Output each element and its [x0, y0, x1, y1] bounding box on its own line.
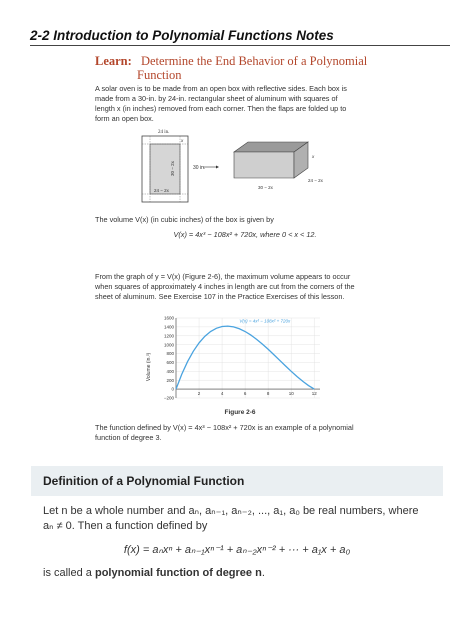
sheet-top-label: 24 in.	[158, 130, 170, 135]
curve-label: V(x) = 4x³ − 108x² + 720x	[239, 318, 291, 324]
y-tick-label: 800	[166, 351, 174, 357]
inner-width-label: 24 − 2x	[154, 188, 169, 193]
definition-line1: Let n be a whole number and aₙ, aₙ₋₁, aₙ₋₂, ..., a₁, a₀ be real numbers, where	[43, 505, 419, 517]
y-tick-label: 400	[166, 368, 174, 374]
x-tick-label: 2	[197, 391, 201, 397]
y-tick-label: 1400	[163, 324, 174, 330]
graph-paragraph	[95, 272, 395, 302]
x-tick-label: 12	[311, 391, 317, 397]
y-tick-label: 0	[171, 386, 174, 392]
intro-line: A solar oven is to be made from an open box with reflective sides. Each box is	[95, 84, 347, 93]
graph-line: From the graph of y = V(x) (Figure 2-6), the maximum volume appears to occur	[95, 272, 351, 281]
definition-line3	[43, 567, 443, 579]
chart-y-axis-label: Volume (in.³)	[146, 352, 152, 382]
box-height-label: x	[312, 154, 315, 159]
definition-line3-suffix: .	[261, 567, 265, 579]
y-tick-label: 600	[166, 360, 174, 366]
box-diagram	[228, 140, 328, 195]
learn-heading	[95, 54, 395, 82]
learn-label: Learn:	[95, 54, 132, 68]
learn-heading-line2: Function	[137, 68, 182, 82]
x-tick-label: 6	[243, 391, 247, 397]
x-tick-label: 10	[288, 391, 294, 397]
definition-line3-prefix: is called a	[43, 567, 95, 579]
inner-height-label: 30 − 2x	[170, 161, 175, 176]
graph-line: sheet of aluminum. See Exercise 107 in the Practice Exercises of this lesson.	[95, 292, 345, 301]
figure-caption: Figure 2-6	[224, 409, 256, 416]
y-tick-label: 200	[166, 377, 174, 383]
volume-chart	[140, 312, 340, 422]
corner-x-label: x	[181, 138, 184, 143]
intro-line: length x (in inches) removed from each corner. Then the flaps are folded up to	[95, 104, 347, 113]
definition-header	[31, 466, 443, 496]
definition-line2: aₙ ≠ 0. Then a function defined by	[43, 520, 208, 532]
volume-formula: V(x) = 4x³ − 108x² + 720x, where 0 < x < 12.	[173, 230, 317, 239]
definition-term: polynomial function of degree n	[94, 567, 262, 579]
definition-heading: Definition of a Polynomial Function	[43, 474, 245, 488]
x-tick-label: 4	[220, 391, 224, 397]
function-line: function of degree 3.	[95, 433, 162, 442]
y-tick-label: 1000	[163, 342, 174, 348]
definition-formula: f(x) = aₙxⁿ + aₙ₋₁xⁿ⁻¹ + aₙ₋₂xⁿ⁻² + ··· + a₁x + a₀	[123, 544, 351, 556]
y-tick-label: 1200	[163, 333, 174, 339]
sheet-side-label: 30 in.	[193, 165, 206, 171]
learn-heading-line1: Determine the End Behavior of a Polynomial	[140, 54, 368, 68]
volume-sentence: The volume V(x) (in cubic inches) of the box is given by	[95, 215, 274, 224]
y-tick-label: −200	[163, 395, 174, 401]
x-tick-label: 8	[266, 391, 270, 397]
function-paragraph	[95, 423, 395, 443]
intro-line: made from a 30-in. by 24-in. rectangular sheet of aluminum with squares of	[95, 94, 338, 103]
page-title: 2-2 Introduction to Polynomial Functions Notes	[30, 28, 450, 46]
intro-line: form an open box.	[95, 114, 154, 123]
function-line: The function defined by V(x) = 4x³ − 108x² + 720x is an example of a polynomial	[95, 423, 354, 432]
sheet-diagram	[140, 126, 220, 206]
box-width-label: 30 − 2x	[258, 185, 273, 190]
box-base-region	[150, 144, 180, 194]
box-front	[234, 152, 294, 178]
y-tick-label: 1600	[163, 315, 174, 321]
graph-line: when squares of approximately 4 inches in length are cut from the corners of the	[95, 282, 355, 291]
box-depth-label: 24 − 2x	[308, 178, 323, 183]
intro-paragraph	[95, 84, 395, 124]
